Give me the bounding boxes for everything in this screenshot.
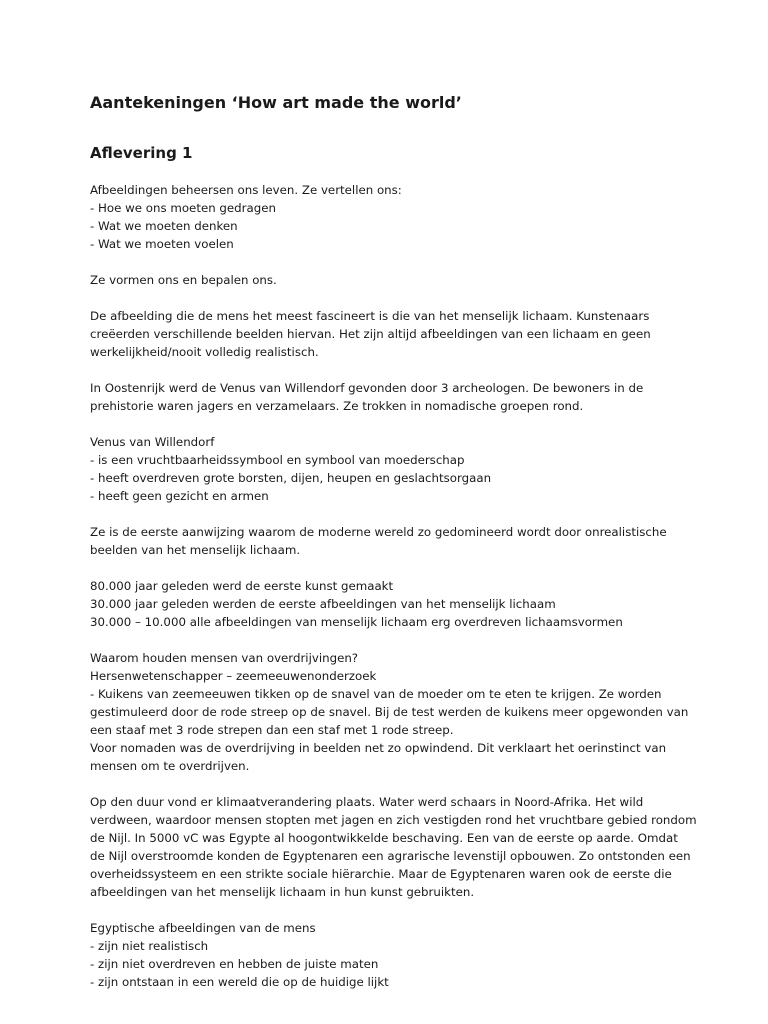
text-line: Ze is de eerste aanwijzing waarom de moderne wereld zo gedomineerd wordt door onrealistische <box>90 525 667 539</box>
text-line: - zijn ontstaan in een wereld die op de huidige lijkt <box>90 975 389 989</box>
text-line: 30.000 – 10.000 alle afbeeldingen van menselijk lichaam erg overdreven lichaamsvormen <box>90 615 623 629</box>
text-line: - zijn niet realistisch <box>90 939 209 953</box>
text-line: werkelijkheid/nooit volledig realistisch. <box>90 345 319 359</box>
paragraph <box>90 577 730 631</box>
text-line: Hersenwetenschapper – zeemeeuwenonderzoek <box>90 669 377 683</box>
text-line: Venus van Willendorf <box>90 435 215 449</box>
text-line: - zijn niet overdreven en hebben de juiste maten <box>90 957 379 971</box>
text-line: Waarom houden mensen van overdrijvingen? <box>90 651 359 665</box>
text-line: mensen om te overdrijven. <box>90 759 250 773</box>
paragraph <box>90 919 730 991</box>
text-line: overheidssysteem en een strikte sociale hiërarchie. Maar de Egyptenaren waren ook de eerste die <box>90 867 672 881</box>
document-title: Aantekeningen ‘How art made the world’ <box>90 93 462 112</box>
text-line: 30.000 jaar geleden werden de eerste afbeeldingen van het menselijk lichaam <box>90 597 556 611</box>
text-line: beelden van het menselijk lichaam. <box>90 543 301 557</box>
paragraph <box>90 307 730 361</box>
text-line: Op den duur vond er klimaatverandering plaats. Water werd schaars in Noord-Afrika. Het wild <box>90 795 644 809</box>
paragraph <box>90 523 730 559</box>
document-subtitle: Aflevering 1 <box>90 144 193 162</box>
paragraph <box>90 181 730 253</box>
text-line: een staaf met 3 rode strepen dan een staf met 1 rode streep. <box>90 723 454 737</box>
text-line: - heeft overdreven grote borsten, dijen, heupen en geslachtsorgaan <box>90 471 492 485</box>
document-page <box>90 92 730 1009</box>
document-body <box>90 181 730 991</box>
text-line: De afbeelding die de mens het meest fascineert is die van het menselijk lichaam. Kunstenaars <box>90 309 650 323</box>
text-line: de Nijl. In 5000 vC was Egypte al hoogontwikkelde beschaving. Een van de eerste op aarde. Omdat <box>90 831 678 845</box>
text-line: - heeft geen gezicht en armen <box>90 489 269 503</box>
text-line: afbeeldingen van het menselijk lichaam in hun kunst gebruikten. <box>90 885 475 899</box>
text-line: creëerden verschillende beelden hiervan. Het zijn altijd afbeeldingen van een lichaam en geen <box>90 327 651 341</box>
text-line: In Oostenrijk werd de Venus van Willendorf gevonden door 3 archeologen. De bewoners in de <box>90 381 644 395</box>
text-line: - Kuikens van zeemeeuwen tikken op de snavel van de moeder om te eten te krijgen. Ze worden <box>90 687 662 701</box>
paragraph <box>90 433 730 505</box>
paragraph <box>90 649 730 775</box>
text-line: - Wat we moeten voelen <box>90 237 234 251</box>
text-line: - Hoe we ons moeten gedragen <box>90 201 276 215</box>
paragraph <box>90 379 730 415</box>
text-line: de Nijl overstroomde konden de Egyptenaren een agrarische levenstijl opbouwen. Zo ontstonden een <box>90 849 691 863</box>
text-line: Afbeeldingen beheersen ons leven. Ze vertellen ons: <box>90 183 402 197</box>
text-line: 80.000 jaar geleden werd de eerste kunst gemaakt <box>90 579 394 593</box>
text-line: prehistorie waren jagers en verzamelaars. Ze trokken in nomadische groepen rond. <box>90 399 584 413</box>
text-line: gestimuleerd door de rode streep op de snavel. Bij de test werden de kuikens meer opgewonden van <box>90 705 689 719</box>
paragraph <box>90 271 730 289</box>
text-line: Ze vormen ons en bepalen ons. <box>90 273 277 287</box>
text-line: - is een vruchtbaarheidssymbool en symbool van moederschap <box>90 453 465 467</box>
paragraph <box>90 793 730 901</box>
text-line: - Wat we moeten denken <box>90 219 238 233</box>
text-line: verdween, waardoor mensen stopten met jagen en zich vestigden rond het vruchtbare gebied rondom <box>90 813 697 827</box>
text-line: Voor nomaden was de overdrijving in beelden net zo opwindend. Dit verklaart het oerinstinct van <box>90 741 667 755</box>
text-line: Egyptische afbeeldingen van de mens <box>90 921 316 935</box>
